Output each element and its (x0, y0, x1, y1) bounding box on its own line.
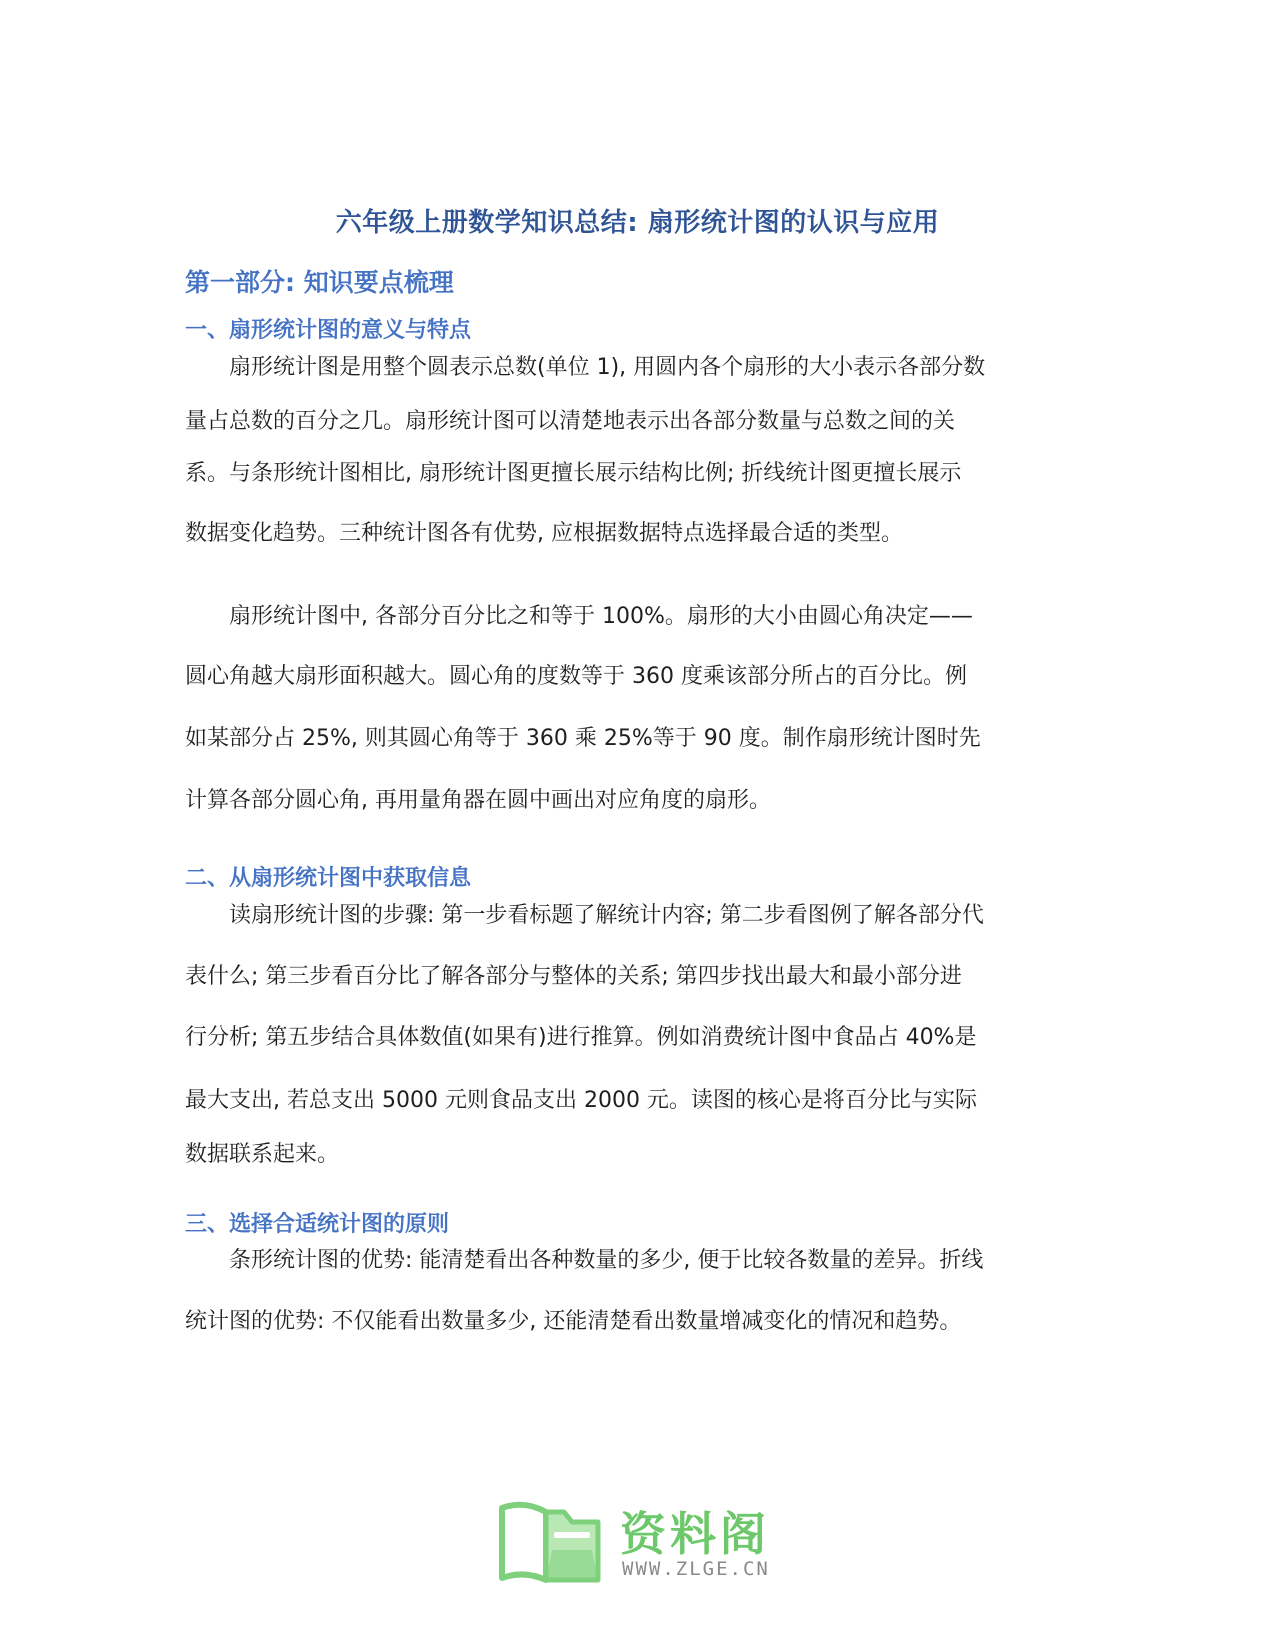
paragraph-line: 量占总数的百分之几。扇形统计图可以清楚地表示出各部分数量与总数之间的关 (185, 409, 956, 434)
paragraph-line: 表什么; 第三步看百分比了解各部分与整体的关系; 第四步找出最大和最小部分进 (185, 964, 962, 989)
paragraph-line: 最大支出, 若总支出 5000 元则食品支出 2000 元。读图的核心是将百分比与实际 (185, 1088, 977, 1113)
paragraph-line: 数据变化趋势。三种统计图各有优势, 应根据数据特点选择最合适的类型。 (185, 521, 903, 546)
paragraph-line: 圆心角越大扇形面积越大。圆心角的度数等于 360 度乘该部分所占的百分比。例 (185, 664, 967, 689)
paragraph-line: 条形统计图的优势: 能清楚看出各种数量的多少, 便于比较各数量的差异。折线 (229, 1248, 984, 1273)
paragraph-line: 系。与条形统计图相比, 扇形统计图更擅长展示结构比例; 折线统计图更擅长展示 (185, 461, 962, 486)
section-heading-1: 一、扇形统计图的意义与特点 (185, 318, 472, 343)
paragraph-line: 行分析; 第五步结合具体数值(如果有)进行推算。例如消费统计图中食品占 40%是 (185, 1025, 977, 1050)
section-heading-3: 三、选择合适统计图的原则 (185, 1212, 450, 1237)
logo-name: 资料阁 (620, 1507, 770, 1561)
section-heading-2: 二、从扇形统计图中获取信息 (185, 866, 472, 891)
paragraph-line: 如某部分占 25%, 则其圆心角等于 360 乘 25%等于 90 度。制作扇形统计图时先 (185, 726, 981, 751)
paragraph-line: 计算各部分圆心角, 再用量角器在圆中画出对应角度的扇形。 (185, 788, 771, 813)
open-book-folder-icon (492, 1492, 610, 1590)
paragraph-line: 统计图的优势: 不仅能看出数量多少, 还能清楚看出数量增减变化的情况和趋势。 (185, 1309, 962, 1334)
paragraph-line: 读扇形统计图的步骤: 第一步看标题了解统计内容; 第二步看图例了解各部分代 (229, 903, 984, 928)
paragraph-line: 扇形统计图中, 各部分百分比之和等于 100%。扇形的大小由圆心角决定—— (229, 604, 973, 629)
site-logo (492, 1492, 782, 1592)
paragraph-line: 数据联系起来。 (185, 1142, 340, 1167)
part-title: 第一部分: 知识要点梳理 (185, 268, 454, 297)
document-title: 六年级上册数学知识总结: 扇形统计图的认识与应用 (335, 208, 940, 238)
paragraph-line: 扇形统计图是用整个圆表示总数(单位 1), 用圆内各个扇形的大小表示各部分数 (229, 355, 986, 380)
logo-url: WWW.ZLGE.CN (622, 1558, 770, 1580)
